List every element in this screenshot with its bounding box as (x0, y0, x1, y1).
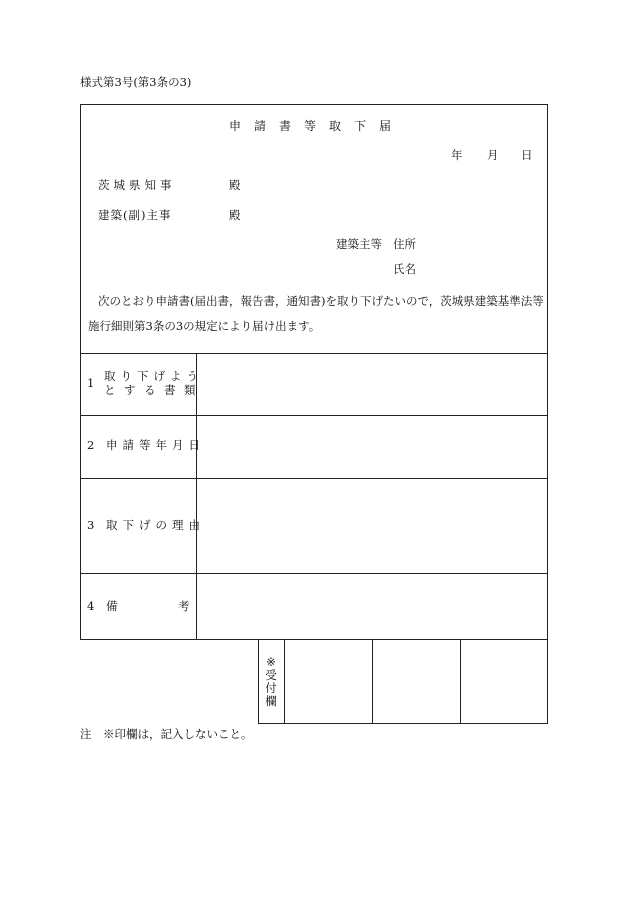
row2-label: 申請等年月日 (106, 438, 205, 452)
receipt-char-1: 受 (265, 668, 277, 682)
date-month: 月 (487, 148, 499, 162)
row4-label-b: 考 (178, 599, 190, 613)
receipt-divider-1 (284, 640, 285, 724)
date-year: 年 (451, 148, 463, 162)
receipt-divider-2 (372, 640, 373, 724)
divider-header (80, 353, 548, 354)
receipt-label (258, 640, 284, 724)
date-day: 日 (521, 148, 533, 162)
addressee-governor-honorific: 殿 (229, 178, 241, 192)
row4-number: 4 (87, 599, 95, 613)
divider-row1 (80, 415, 548, 416)
receipt-mark: ※ (266, 655, 276, 669)
receipt-char-3: 欄 (265, 694, 277, 708)
applicant-role: 建築主等 (336, 237, 382, 251)
receipt-box (258, 640, 548, 724)
applicant-name-label: 氏名 (393, 262, 416, 276)
declaration-text: 次のとおり申請書(届出書，報告書，通知書)を取り下げたいので，茨城県建築基準法等施行細則第3条の3の規定により届け出ます。 (88, 294, 544, 333)
row2-number: 2 (87, 438, 95, 452)
receipt-divider-3 (460, 640, 461, 724)
applicant-address-label: 住所 (393, 237, 416, 251)
addressee-building-official-honorific: 殿 (229, 208, 241, 222)
row1-label-line2: とする書類 (104, 383, 204, 397)
addressee-building-official: 建築(副)主事 (98, 208, 172, 222)
row3-number: 3 (87, 518, 95, 532)
form-number-label: 様式第3号(第3条の3) (80, 75, 192, 89)
receipt-char-2: 付 (265, 681, 277, 695)
row4-label-a: 備 (106, 599, 118, 613)
addressee-governor: 茨城県知事 (98, 178, 176, 192)
form-title: 申請書等取下届 (229, 119, 405, 133)
row3-label: 取下げの理由 (106, 518, 205, 532)
footnote: 注 ※印欄は，記入しないこと。 (80, 727, 253, 741)
divider-row2 (80, 478, 548, 479)
row1-label-line1: 取り下げよう (104, 369, 203, 383)
divider-row3 (80, 573, 548, 574)
row1-number: 1 (87, 376, 95, 390)
